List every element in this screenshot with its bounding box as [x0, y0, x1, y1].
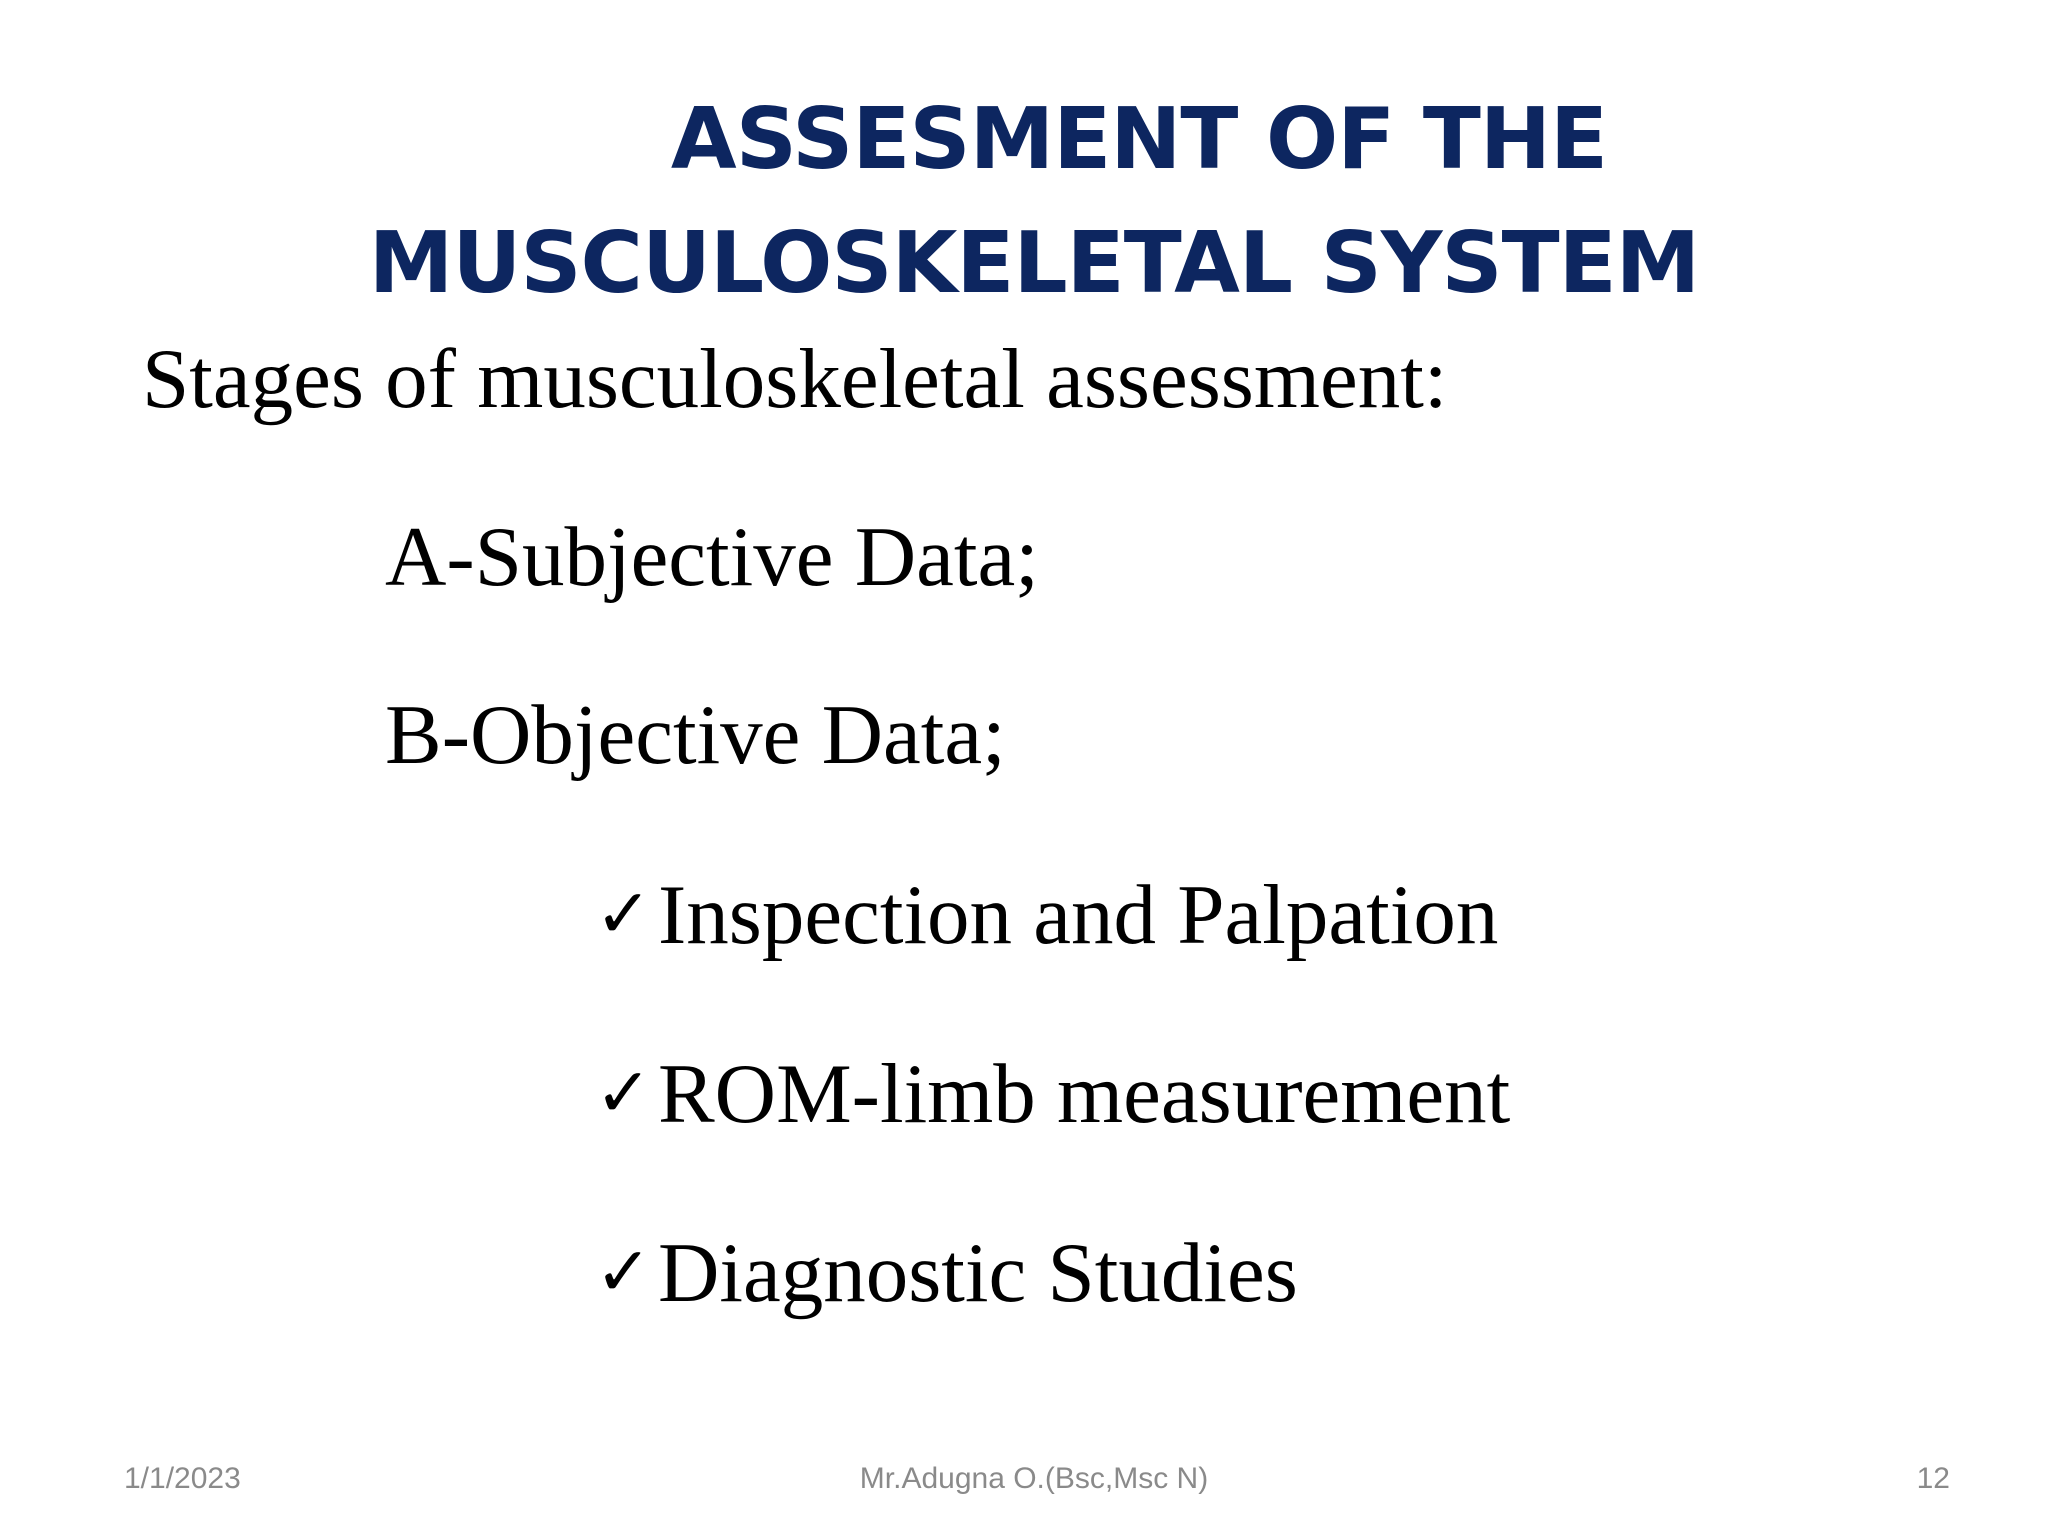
slide-title-line-1: ASSESMENT OF THE: [670, 90, 1608, 189]
checklist-item: [595, 1045, 1510, 1143]
checklist-item-label: Diagnostic Studies: [657, 1226, 1298, 1320]
stage-objective: B-Objective Data;: [385, 688, 1006, 782]
checklist-item: [595, 866, 1498, 964]
intro-text: Stages of musculoskeletal assessment:: [142, 332, 1448, 426]
stage-subjective: A-Subjective Data;: [385, 510, 1039, 604]
checkmark-icon: ✓: [595, 875, 652, 954]
checklist-item: [595, 1224, 1298, 1322]
footer-page-number: 12: [1916, 1462, 1950, 1495]
slide-title-line-2: MUSCULOSKELETAL SYSTEM: [368, 214, 1700, 313]
checklist-item-label: Inspection and Palpation: [657, 868, 1499, 962]
footer-date: 1/1/2023: [124, 1462, 241, 1495]
checklist-item-label: ROM-limb measurement: [657, 1047, 1511, 1141]
slide-title: [0, 78, 2048, 326]
checkmark-icon: ✓: [595, 1054, 652, 1133]
checkmark-icon: ✓: [595, 1233, 652, 1312]
footer-author: Mr.Adugna O.(Bsc,Msc N): [859, 1462, 1209, 1495]
